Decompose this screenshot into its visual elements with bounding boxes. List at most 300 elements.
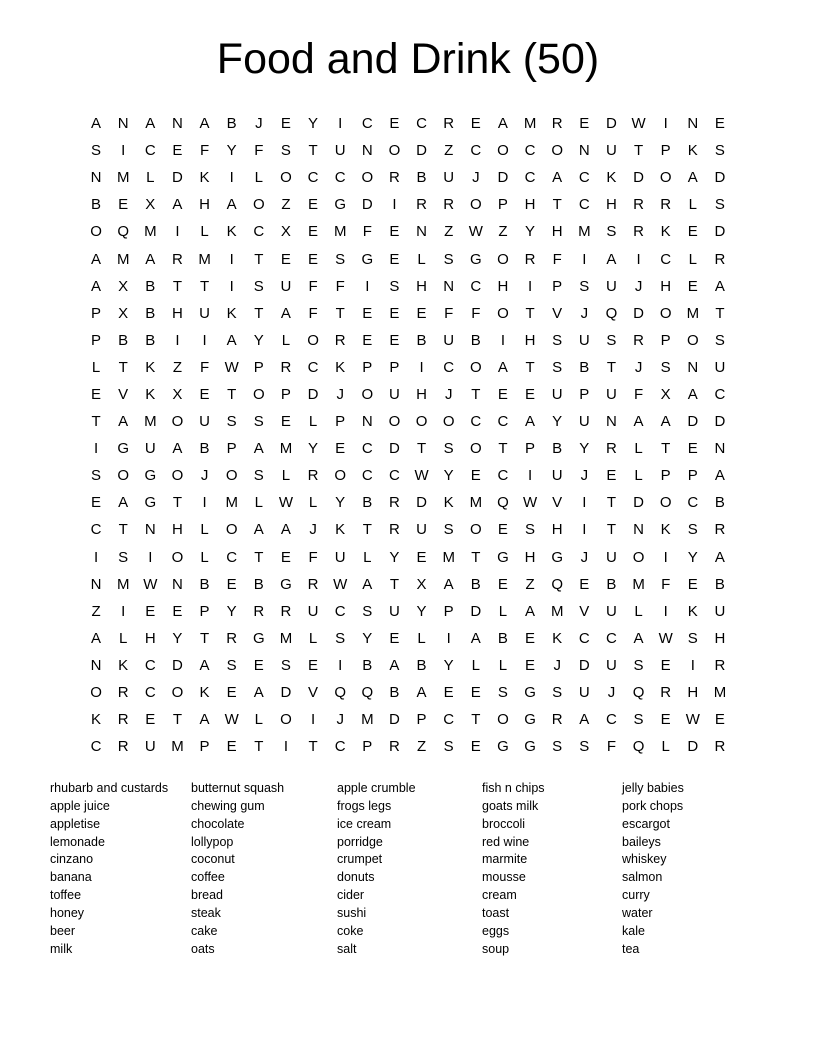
grid-cell: U	[551, 385, 563, 403]
grid-cell: Y	[362, 629, 373, 647]
grid-cell: J	[309, 521, 317, 539]
grid-cell: I	[338, 656, 343, 674]
grid-cell: H	[199, 196, 210, 214]
grid-cell: C	[226, 548, 238, 566]
word-list-item: coffee	[191, 870, 225, 885]
grid-row	[83, 733, 734, 760]
grid-cell: M	[442, 548, 455, 566]
word-list-item: lemonade	[50, 834, 105, 849]
word-list-item: goats milk	[482, 798, 539, 813]
grid-cell: J	[634, 277, 643, 295]
grid-cell: P	[389, 358, 400, 376]
grid-cell: N	[714, 440, 726, 458]
grid-row	[83, 679, 734, 706]
word-list-column	[482, 780, 545, 958]
grid-cell: D	[416, 142, 427, 160]
grid-cell: U	[334, 142, 346, 160]
grid-cell: B	[362, 494, 373, 512]
grid-cell: L	[498, 656, 508, 674]
word-list-item: beer	[50, 923, 76, 938]
grid-cell: E	[660, 711, 671, 729]
grid-cell: J	[444, 385, 453, 403]
word-list-item: cream	[482, 888, 517, 903]
grid-cell: L	[254, 494, 263, 512]
grid-cell: L	[417, 250, 426, 268]
grid-cell: A	[687, 169, 698, 187]
grid-cell: I	[121, 142, 126, 160]
grid-cell: O	[171, 548, 184, 566]
grid-cell: S	[443, 440, 454, 458]
grid-cell: D	[714, 169, 726, 187]
grid-cell: W	[278, 494, 294, 512]
grid-cell: I	[663, 602, 668, 620]
grid-cell: Y	[525, 223, 536, 241]
word-list-item: eggs	[482, 923, 510, 938]
grid-cell: U	[606, 602, 617, 620]
grid-cell: C	[497, 467, 509, 485]
word-list-item: salmon	[622, 870, 663, 885]
grid-cell: T	[552, 196, 562, 214]
grid-cell: T	[91, 413, 101, 431]
grid-cell: M	[279, 629, 293, 647]
grid-cell: U	[416, 521, 427, 539]
grid-cell: F	[254, 142, 264, 160]
grid-cell: E	[308, 656, 319, 674]
grid-cell: A	[253, 440, 264, 458]
grid-cell: Y	[687, 548, 698, 566]
grid-cell: C	[443, 711, 455, 729]
grid-cell: Z	[91, 602, 101, 620]
grid-cell: O	[252, 385, 265, 403]
grid-cell: S	[253, 277, 264, 295]
word-list-item: marmite	[482, 852, 528, 867]
grid-cell: T	[254, 548, 264, 566]
grid-cell: P	[552, 277, 563, 295]
grid-cell: L	[91, 358, 101, 376]
grid-cell: O	[497, 711, 509, 729]
grid-cell: E	[470, 115, 481, 133]
word-list-item: soup	[482, 941, 510, 956]
grid-cell: D	[172, 656, 183, 674]
grid-cell: B	[145, 304, 156, 322]
grid-cell: A	[579, 711, 590, 729]
grid-cell: O	[171, 684, 184, 702]
grid-cell: E	[226, 575, 237, 593]
grid-cell: I	[690, 656, 695, 674]
word-list-item: whiskey	[622, 852, 667, 867]
grid-cell: D	[687, 738, 699, 756]
grid-cell: T	[471, 711, 481, 729]
grid-cell: P	[687, 467, 698, 485]
grid-cell: O	[117, 467, 130, 485]
grid-cell: S	[118, 548, 129, 566]
grid-cell: A	[253, 684, 264, 702]
grid-cell: O	[307, 331, 319, 349]
grid-cell: E	[714, 115, 725, 133]
grid-cell: B	[199, 575, 210, 593]
grid-cell: Q	[334, 684, 347, 702]
grid-cell: E	[579, 115, 590, 133]
grid-row	[83, 273, 734, 300]
grid-cell: J	[336, 385, 344, 403]
grid-cell: K	[199, 684, 210, 702]
grid-cell: A	[199, 115, 210, 133]
grid-cell: U	[334, 548, 346, 566]
grid-cell: M	[333, 223, 347, 241]
grid-cell: R	[280, 602, 292, 620]
grid-cell: E	[280, 115, 291, 133]
grid-cell: I	[175, 223, 180, 241]
word-list-item: pork chops	[622, 798, 684, 813]
grid-cell: O	[334, 467, 347, 485]
grid-row	[83, 489, 734, 516]
grid-cell: T	[308, 738, 318, 756]
grid-cell: R	[389, 169, 400, 187]
word-list-item: oats	[191, 941, 215, 956]
grid-cell: F	[606, 738, 617, 756]
grid-cell: F	[633, 385, 644, 403]
word-list-item: steak	[191, 905, 221, 920]
grid-cell: O	[442, 413, 455, 431]
grid-cell: C	[307, 358, 319, 376]
grid-cell: R	[389, 494, 400, 512]
word-list-item: apple juice	[50, 798, 110, 813]
word-list-item: toast	[482, 905, 510, 920]
grid-cell: U	[199, 413, 210, 431]
grid-cell: K	[199, 169, 210, 187]
grid-cell: M	[116, 169, 130, 187]
grid-cell: G	[469, 250, 482, 268]
grid-cell: B	[416, 331, 427, 349]
grid-cell: E	[389, 250, 400, 268]
grid-cell: I	[229, 277, 234, 295]
word-list-item: ice cream	[337, 816, 392, 831]
grid-cell: G	[524, 738, 536, 756]
grid-cell: W	[522, 494, 538, 512]
grid-cell: U	[606, 385, 617, 403]
grid-cell: O	[280, 169, 292, 187]
grid-cell: Y	[552, 413, 563, 431]
grid-cell: U	[199, 304, 210, 322]
grid-cell: A	[91, 115, 102, 133]
grid-cell: C	[578, 169, 590, 187]
grid-cell: A	[226, 331, 237, 349]
grid-cell: R	[443, 115, 455, 133]
word-list-item: apple crumble	[337, 781, 416, 795]
grid-cell: O	[632, 548, 645, 566]
grid-cell: M	[578, 223, 591, 241]
grid-cell: C	[470, 277, 482, 295]
grid-cell: I	[663, 548, 668, 566]
grid-cell: A	[389, 656, 400, 674]
grid-cell: A	[118, 413, 129, 431]
grid-cell: T	[118, 358, 128, 376]
grid-cell: P	[497, 196, 508, 214]
grid-cell: D	[633, 169, 644, 187]
grid-cell: E	[660, 656, 671, 674]
grid-cell: M	[144, 413, 157, 431]
word-list-item: broccoli	[482, 816, 526, 831]
grid-cell: E	[525, 656, 536, 674]
grid-cell: A	[497, 358, 508, 376]
grid-cell: C	[416, 115, 427, 133]
grid-cell: V	[579, 602, 590, 620]
grid-cell: S	[714, 331, 725, 349]
grid-cell: I	[148, 548, 153, 566]
grid-cell: X	[118, 304, 129, 322]
word-list-item: escargot	[622, 816, 670, 831]
grid-cell: A	[280, 304, 291, 322]
grid-row	[83, 598, 734, 625]
word-list-item: crumpet	[337, 852, 383, 867]
grid-cell: A	[253, 521, 264, 539]
grid-cell: Z	[498, 223, 508, 241]
grid-cell: H	[714, 629, 726, 647]
grid-cell: Z	[525, 575, 535, 593]
grid-cell: D	[497, 169, 509, 187]
word-list-item: salt	[337, 941, 357, 956]
grid-cell: U	[578, 331, 590, 349]
grid-cell: Y	[443, 656, 454, 674]
grid-cell: H	[687, 684, 699, 702]
grid-cell: L	[363, 548, 372, 566]
word-list-item: porridge	[337, 834, 383, 849]
grid-cell: Y	[443, 467, 454, 485]
grid-cell: T	[416, 440, 427, 458]
grid-cell: D	[361, 196, 373, 214]
grid-cell: A	[280, 521, 291, 539]
grid-cell: S	[280, 142, 291, 160]
grid-cell: C	[90, 521, 102, 539]
grid-cell: K	[606, 169, 617, 187]
grid-cell: M	[279, 440, 293, 458]
word-list-item: coke	[337, 923, 364, 938]
grid-cell: U	[714, 602, 726, 620]
word-list-item: bread	[191, 888, 223, 903]
grid-cell: D	[416, 494, 427, 512]
grid-cell: S	[606, 331, 617, 349]
grid-row	[83, 137, 734, 164]
grid-cell: E	[226, 738, 237, 756]
grid-cell: C	[714, 385, 726, 403]
grid-cell: G	[117, 440, 130, 458]
grid-cell: C	[90, 738, 102, 756]
word-list-item: toffee	[50, 888, 82, 903]
grid-cell: I	[419, 358, 424, 376]
word-list-item: banana	[50, 870, 92, 885]
grid-cell: F	[362, 223, 372, 241]
grid-cell: C	[470, 413, 482, 431]
grid-cell: S	[552, 358, 563, 376]
grid-cell: Y	[226, 142, 237, 160]
grid-cell: C	[361, 440, 373, 458]
grid-cell: F	[444, 304, 454, 322]
grid-cell: F	[199, 142, 210, 160]
grid-cell: N	[144, 521, 156, 539]
grid-cell: E	[280, 413, 291, 431]
grid-cell: A	[525, 413, 536, 431]
grid-cell: S	[579, 277, 590, 295]
grid-cell: E	[687, 277, 698, 295]
grid-cell: U	[389, 602, 400, 620]
grid-cell: C	[497, 413, 509, 431]
grid-cell: L	[471, 656, 480, 674]
grid-cell: P	[91, 331, 102, 349]
grid-cell: M	[116, 250, 130, 268]
grid-cell: B	[497, 629, 508, 647]
grid-cell: E	[579, 575, 590, 593]
grid-cell: A	[633, 413, 644, 431]
grid-cell: G	[361, 250, 374, 268]
word-list-item: rhubarb and custards	[50, 781, 169, 795]
grid-cell: O	[686, 331, 699, 349]
word-list-item: curry	[622, 888, 650, 903]
grid-cell: E	[362, 331, 373, 349]
grid-cell: W	[143, 575, 158, 593]
grid-cell: E	[687, 440, 698, 458]
word-list-item: water	[622, 905, 653, 920]
grid-cell: K	[226, 304, 237, 322]
grid-cell: T	[335, 304, 345, 322]
grid-cell: M	[144, 223, 157, 241]
grid-cell: M	[713, 684, 727, 702]
grid-cell: T	[118, 521, 128, 539]
grid-cell: O	[659, 494, 672, 512]
grid-cell: P	[199, 602, 210, 620]
grid-cell: N	[90, 575, 102, 593]
grid-cell: E	[199, 385, 210, 403]
grid-cell: L	[281, 331, 291, 349]
grid-cell: S	[443, 738, 454, 756]
grid-cell: I	[229, 250, 234, 268]
grid-cell: J	[336, 711, 344, 729]
grid-cell: R	[117, 738, 129, 756]
grid-cell: G	[144, 494, 157, 512]
grid-cell: G	[497, 738, 509, 756]
grid-cell: D	[389, 711, 400, 729]
grid-cell: S	[525, 521, 536, 539]
grid-cell: A	[91, 277, 102, 295]
grid-cell: A	[714, 467, 725, 485]
grid-cell: D	[470, 602, 482, 620]
grid-cell: A	[525, 602, 536, 620]
word-list	[0, 780, 816, 965]
grid-cell: A	[416, 684, 427, 702]
grid-cell: K	[335, 521, 346, 539]
word-list-item: butternut squash	[191, 781, 285, 795]
grid-cell: C	[578, 629, 590, 647]
grid-cell: E	[308, 196, 319, 214]
grid-cell: D	[578, 656, 590, 674]
grid-cell: E	[525, 629, 536, 647]
grid-cell: R	[714, 250, 726, 268]
grid-cell: W	[224, 711, 239, 729]
grid-cell: A	[362, 575, 373, 593]
grid-cell: A	[552, 169, 563, 187]
grid-cell: L	[119, 629, 128, 647]
grid-cell: E	[497, 385, 508, 403]
grid-cell: Y	[253, 331, 264, 349]
grid-cell: S	[552, 331, 563, 349]
grid-cell: K	[660, 223, 671, 241]
grid-cell: K	[687, 602, 698, 620]
grid-cell: E	[416, 304, 427, 322]
grid-cell: G	[252, 629, 265, 647]
grid-row	[83, 327, 734, 354]
grid-cell: O	[659, 169, 672, 187]
grid-cell: T	[172, 711, 183, 729]
grid-cell: S	[226, 413, 237, 431]
grid-cell: B	[253, 575, 264, 593]
grid-cell: M	[686, 304, 700, 322]
grid-cell: I	[121, 602, 126, 620]
grid-cell: U	[144, 440, 156, 458]
grid-cell: R	[172, 250, 183, 268]
grid-cell: E	[606, 467, 617, 485]
grid-cell: S	[335, 629, 346, 647]
grid-cell: R	[226, 629, 238, 647]
grid-cell: S	[579, 738, 590, 756]
grid-cell: N	[606, 413, 617, 431]
grid-cell: E	[687, 575, 698, 593]
grid-cell: O	[171, 413, 184, 431]
word-search-grid	[83, 110, 734, 760]
grid-row	[83, 300, 734, 327]
grid-cell: N	[361, 142, 373, 160]
word-list-item: tea	[622, 941, 640, 956]
grid-cell: O	[469, 521, 482, 539]
grid-cell: L	[634, 467, 643, 485]
grid-cell: I	[93, 440, 99, 458]
grid-cell: P	[443, 602, 454, 620]
grid-cell: C	[144, 684, 156, 702]
grid-cell: U	[307, 602, 319, 620]
grid-cell: W	[414, 467, 429, 485]
grid-cell: I	[636, 250, 641, 268]
grid-cell: S	[362, 602, 373, 620]
grid-row	[83, 164, 734, 191]
grid-cell: L	[254, 711, 263, 729]
word-list-item: frogs legs	[337, 798, 392, 813]
grid-cell: A	[714, 548, 725, 566]
grid-cell: P	[335, 413, 346, 431]
grid-cell: C	[470, 142, 482, 160]
grid-cell: D	[172, 169, 183, 187]
grid-cell: S	[443, 521, 454, 539]
grid-cell: E	[335, 440, 346, 458]
grid-cell: U	[606, 142, 617, 160]
grid-cell: M	[116, 575, 130, 593]
grid-cell: Q	[497, 494, 509, 512]
grid-cell: K	[687, 142, 698, 160]
grid-cell: U	[280, 277, 292, 295]
grid-cell: T	[254, 304, 264, 322]
grid-cell: T	[227, 385, 237, 403]
grid-cell: I	[229, 169, 234, 187]
grid-cell: D	[606, 115, 617, 133]
grid-row	[83, 408, 734, 435]
grid-cell: U	[144, 738, 156, 756]
grid-cell: T	[661, 440, 671, 458]
grid-cell: Y	[416, 602, 427, 620]
grid-cell: O	[90, 223, 102, 241]
grid-cell: Z	[416, 738, 427, 756]
grid-cell: M	[523, 115, 537, 133]
grid-cell: S	[714, 142, 725, 160]
grid-cell: I	[582, 521, 587, 539]
grid-cell: N	[361, 413, 373, 431]
grid-cell: O	[252, 196, 265, 214]
